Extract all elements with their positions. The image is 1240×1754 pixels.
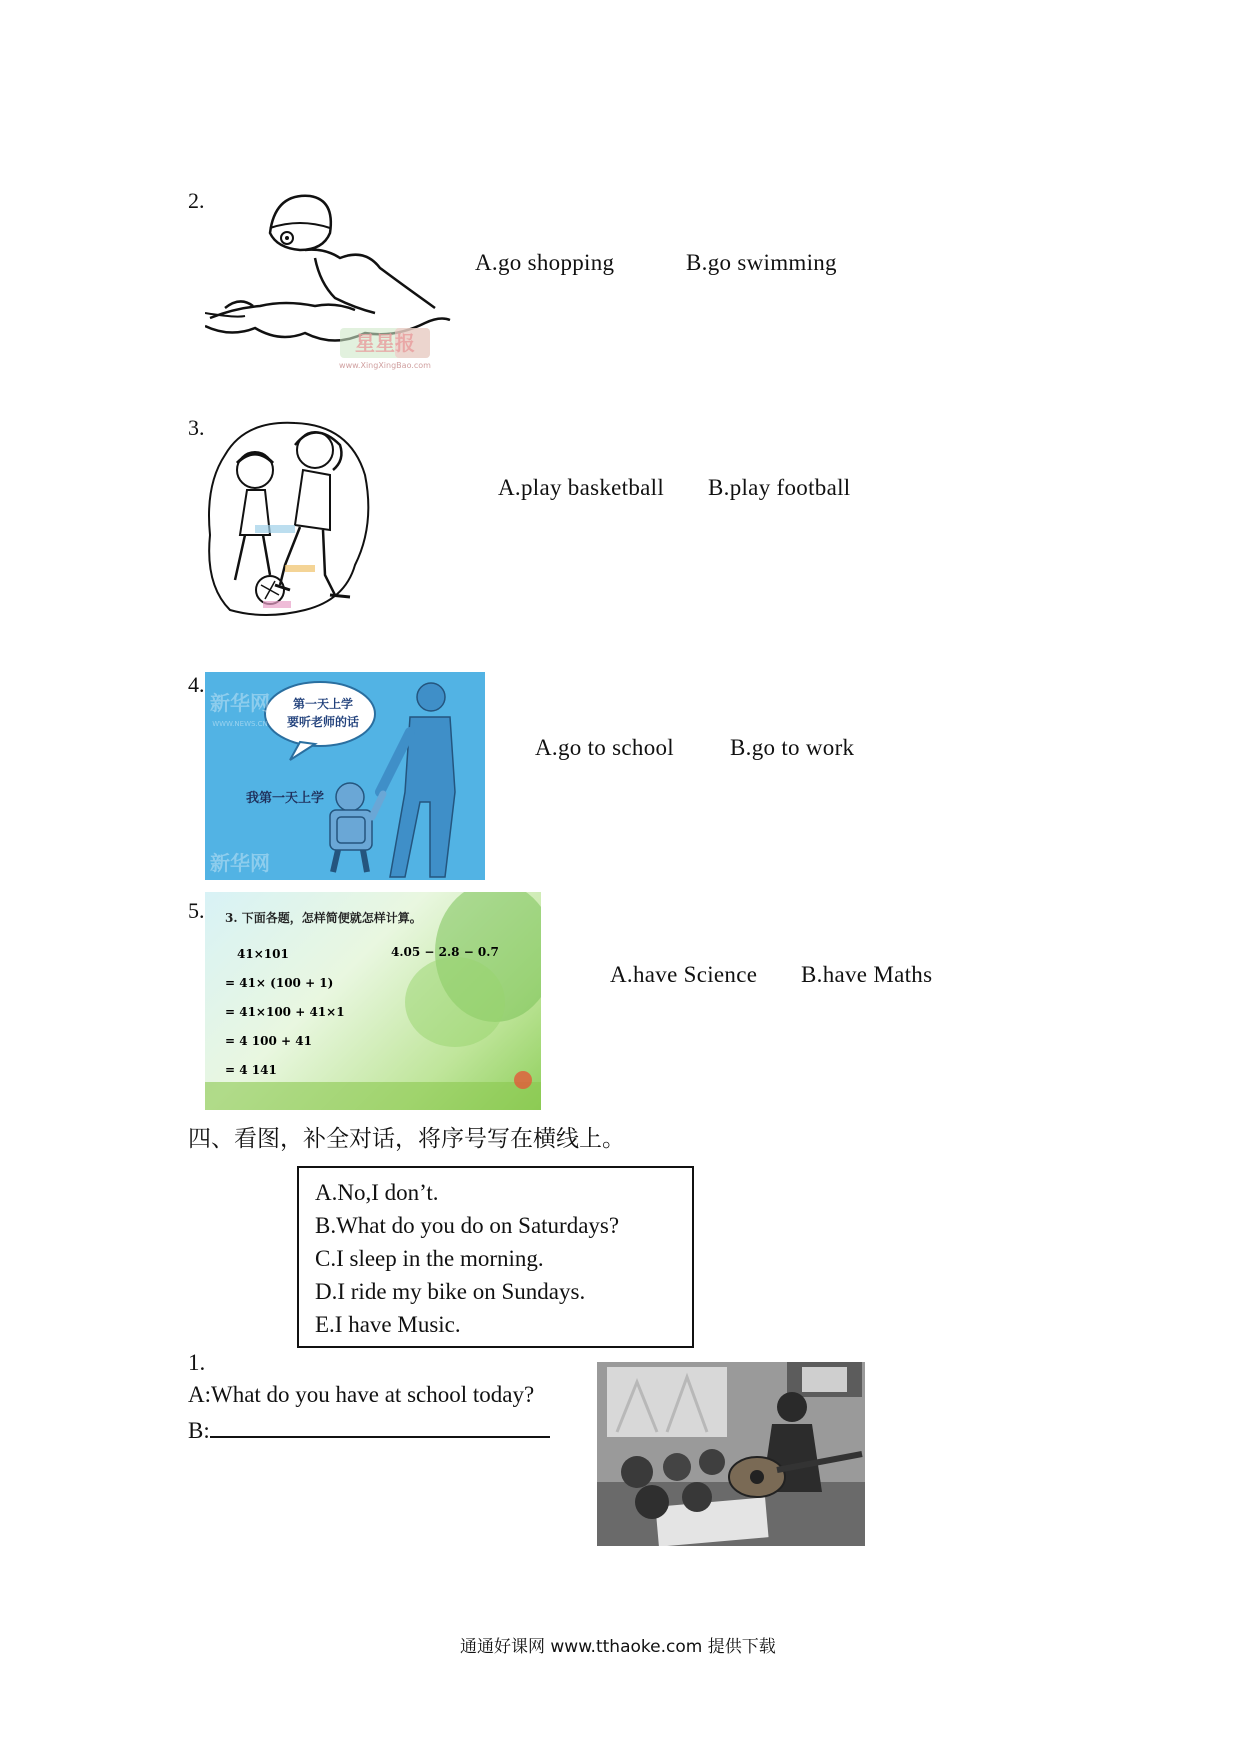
answer-options-box [297, 1166, 694, 1348]
question-5-option-b[interactable]: B.have Maths [801, 962, 933, 987]
slide-line-1: 41×101 [237, 947, 289, 961]
speech-bubble-line-2: 要听老师的话 [286, 715, 360, 729]
slide-line-5: = 4 141 [225, 1063, 277, 1077]
question-number-3: 3. [188, 415, 205, 440]
slide-line-3: = 41×100 + 41×1 [225, 1005, 345, 1019]
speech-bubble-line-1: 第一天上学 [292, 697, 354, 711]
question-2-option-b[interactable]: B.go swimming [686, 250, 837, 275]
page-footer: 通通好课网 www.tthaoke.com 提供下载 [460, 1637, 776, 1657]
music-class-photo-icon [597, 1362, 865, 1546]
answer-option-e: E.I have Music. [315, 1312, 461, 1337]
watermark-text-bottom: 新华网 [210, 851, 270, 875]
section-4-heading: 四、看图，补全对话，将序号写在横线上。 [188, 1126, 625, 1152]
dialog-line-b [188, 1414, 550, 1444]
slide-line-2: = 41× (100 + 1) [225, 976, 334, 990]
question-5-option-a[interactable]: A.have Science [610, 962, 758, 987]
watermark-text: 星星报 [355, 331, 415, 355]
watermark-url: WWW.NEWS.CN [212, 720, 268, 728]
question-number-4: 4. [188, 672, 205, 697]
question-number-5: 5. [188, 898, 205, 923]
swimming-boy-icon [205, 188, 455, 378]
watermark-text: 新华网 [210, 691, 270, 715]
slide-right-expression: 4.05 − 2.8 − 0.7 [391, 945, 499, 959]
first-day-school-icon [205, 672, 485, 880]
answer-option-a: A.No,I don’t. [315, 1180, 439, 1205]
question-3-option-a[interactable]: A.play basketball [498, 475, 665, 500]
question-4-option-a[interactable]: A.go to school [535, 735, 674, 760]
slide-line-4: = 4 100 + 41 [225, 1034, 312, 1048]
watermark-url: www.XingXingBao.com [339, 361, 431, 370]
answer-blank[interactable] [210, 1414, 550, 1438]
question-3-option-b[interactable]: B.play football [708, 475, 851, 500]
slide-title: 3. 下面各题，怎样简便就怎样计算。 [225, 911, 422, 925]
dialog-line-a: A:What do you have at school today? [188, 1382, 535, 1407]
question-4-option-b[interactable]: B.go to work [730, 735, 855, 760]
answer-option-b: B.What do you do on Saturdays? [315, 1213, 620, 1238]
dialog-line-b-label: B: [188, 1418, 210, 1443]
question-number-2: 2. [188, 188, 205, 213]
answer-option-d: D.I ride my bike on Sundays. [315, 1279, 586, 1304]
answer-option-c: C.I sleep in the morning. [315, 1246, 544, 1271]
maths-slide-icon [205, 892, 541, 1110]
picture-caption: 我第一天上学 [245, 791, 325, 806]
dialog-number: 1. [188, 1350, 206, 1375]
football-players-icon [205, 415, 375, 625]
question-2-option-a[interactable]: A.go shopping [475, 250, 615, 275]
